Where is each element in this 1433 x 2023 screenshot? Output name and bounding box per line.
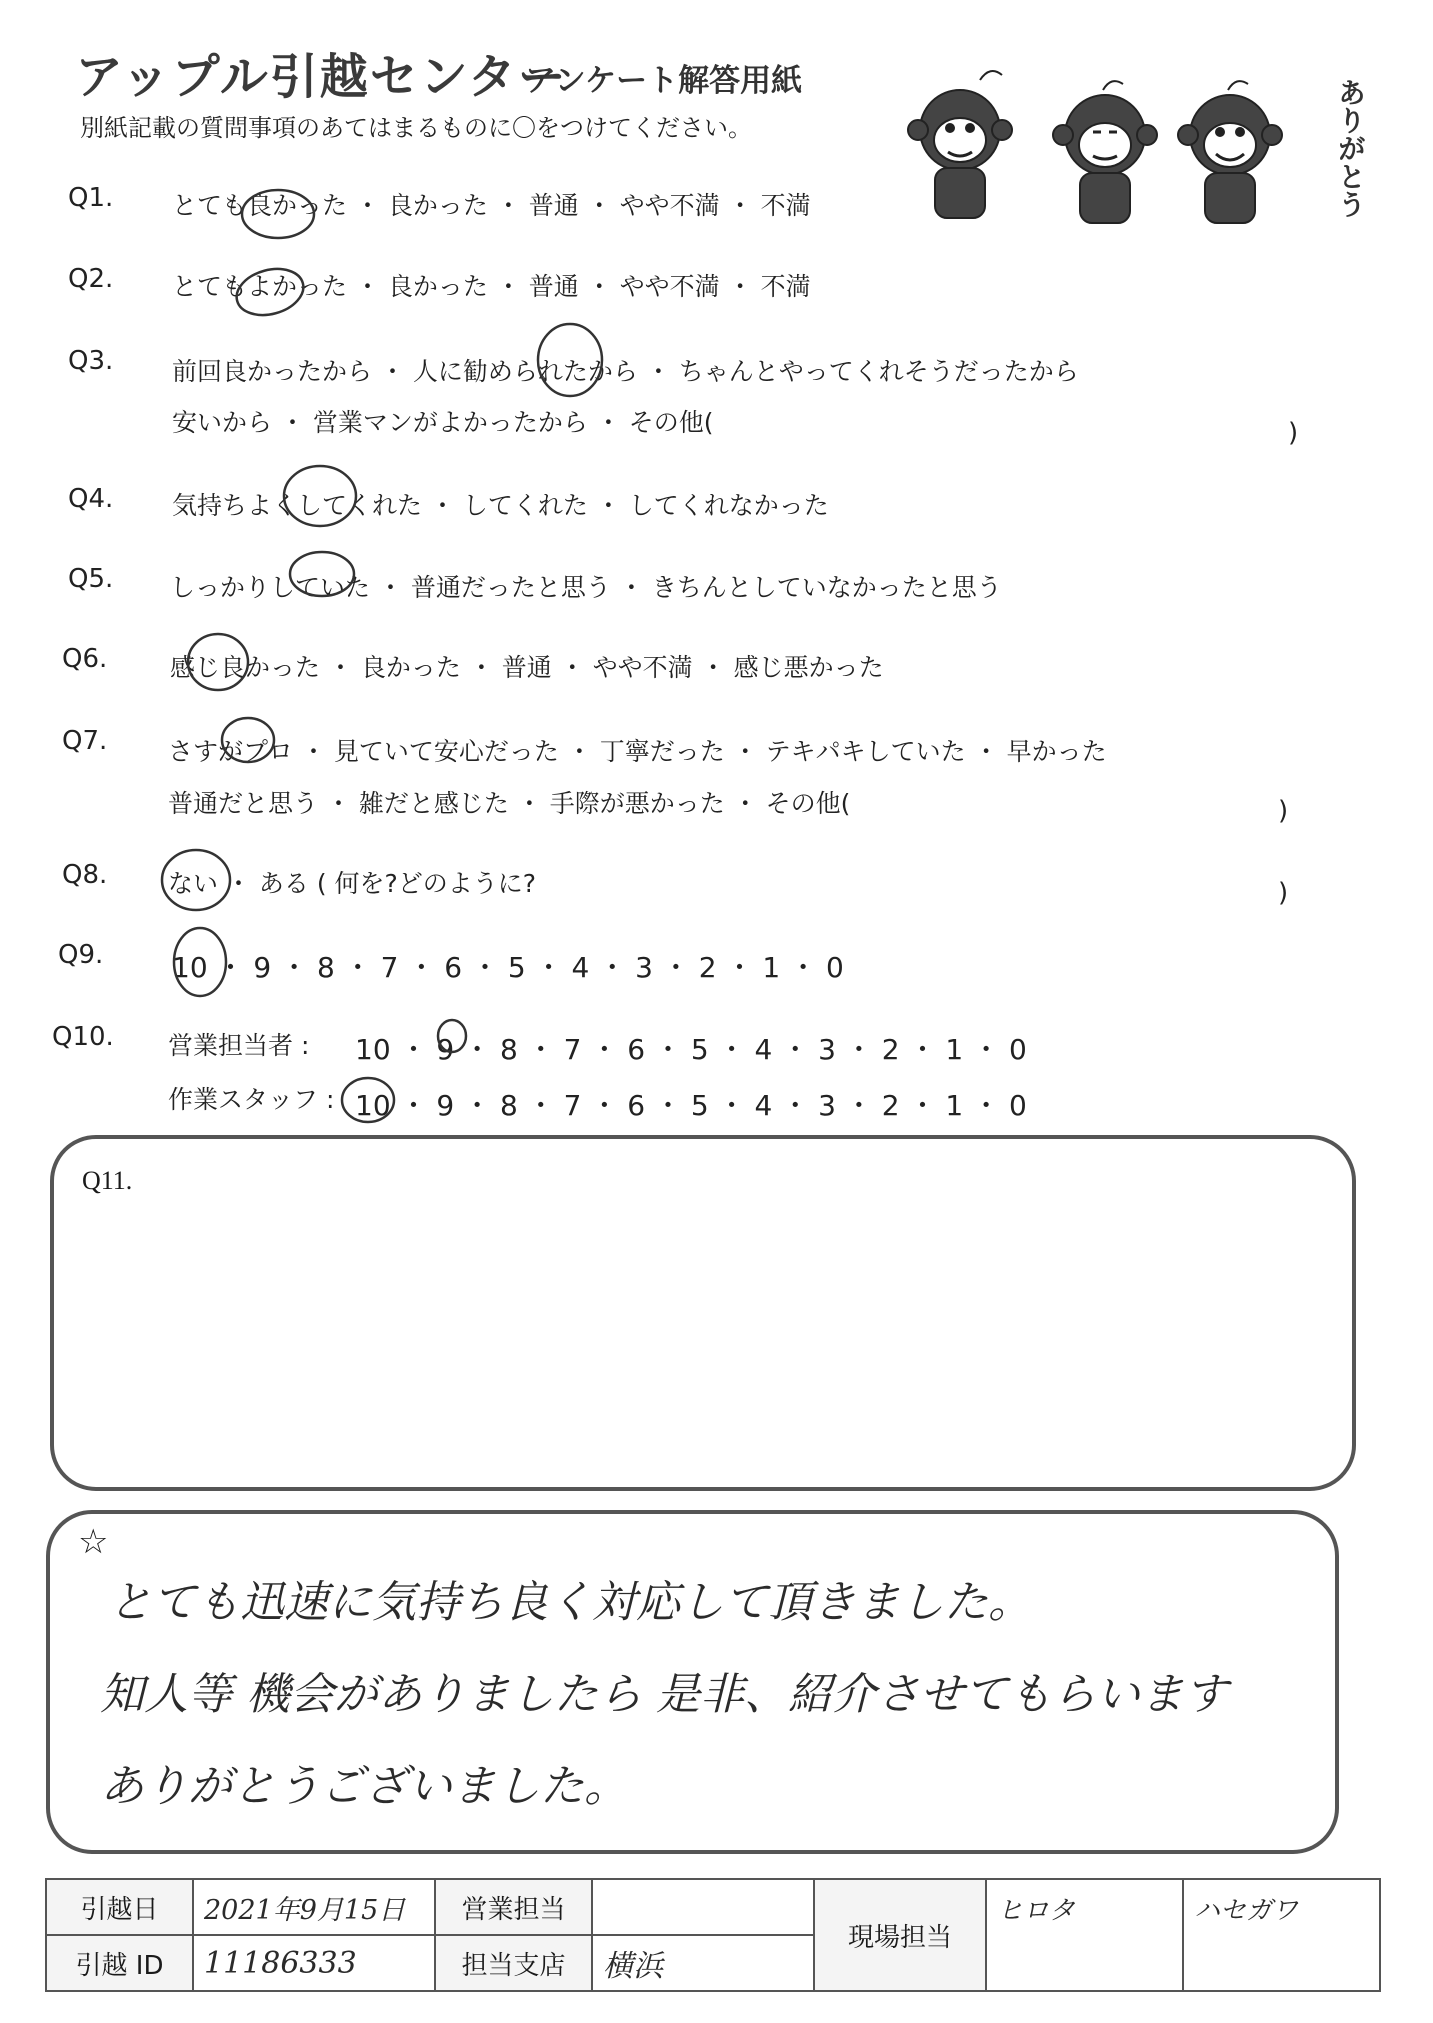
q10-label: Q10. bbox=[52, 1022, 114, 1052]
q3-label: Q3. bbox=[68, 346, 114, 376]
move-date-value[interactable]: 2021年9月15日 bbox=[193, 1879, 435, 1935]
q3-options-line1[interactable]: 前回良かったから ・ 人に勧められたから ・ ちゃんとやってくれそうだったから bbox=[172, 357, 1079, 386]
move-id-label: 引越 ID bbox=[46, 1935, 193, 1991]
thanks-text: ありがとう bbox=[1334, 78, 1367, 218]
q9-label: Q9. bbox=[58, 940, 104, 970]
company-name: アップル引越センター bbox=[75, 49, 568, 105]
move-date-label: 引越日 bbox=[46, 1879, 193, 1935]
q1-options[interactable]: とても良かった ・ 良かった ・ 普通 ・ やや不満 ・ 不満 bbox=[172, 191, 811, 220]
q6-options[interactable]: 感じ良かった ・ 良かった ・ 普通 ・ やや不満 ・ 感じ悪かった bbox=[170, 653, 884, 682]
comment-line-3: ありがとうございました。 bbox=[100, 1761, 628, 1812]
q10-staff-label: 作業スタッフ : bbox=[168, 1085, 335, 1114]
q3-close-paren: ) bbox=[1288, 418, 1299, 448]
q6-label: Q6. bbox=[62, 644, 108, 674]
q2-label: Q2. bbox=[68, 264, 114, 294]
site-staff-1[interactable]: ヒロタ bbox=[986, 1879, 1183, 1991]
q10-sales-label: 営業担当者 : bbox=[168, 1031, 310, 1060]
q2-options[interactable]: とてもよかった ・ 良かった ・ 普通 ・ やや不満 ・ 不満 bbox=[172, 272, 811, 301]
q8-label: Q8. bbox=[62, 860, 108, 890]
q1-label: Q1. bbox=[68, 183, 114, 213]
comment-line-2: 知人等 機会がありましたら 是非、紹介させてもらいます bbox=[100, 1669, 1228, 1720]
q5-label: Q5. bbox=[68, 564, 114, 594]
move-info-table bbox=[45, 1878, 1381, 1992]
sales-staff-label: 営業担当 bbox=[435, 1879, 592, 1935]
move-id-value[interactable]: 11186333 bbox=[193, 1935, 435, 1991]
monkey-mascots-illustration bbox=[890, 60, 1350, 240]
form-title: アンケート解答用紙 bbox=[525, 63, 803, 99]
q11-label: Q11. bbox=[82, 1166, 133, 1195]
q11-answer-box[interactable] bbox=[50, 1135, 1356, 1491]
q8-close-paren: ) bbox=[1278, 878, 1289, 908]
q9-scale[interactable]: 10 ・ 9 ・ 8 ・ 7 ・ 6 ・ 5 ・ 4 ・ 3 ・ 2 ・ 1 ・ 0 bbox=[172, 951, 844, 984]
site-staff-2[interactable]: ハセガワ bbox=[1183, 1879, 1380, 1991]
q4-options[interactable]: 気持ちよくしてくれた ・ してくれた ・ してくれなかった bbox=[172, 491, 829, 520]
q8-options[interactable]: ない ・ ある ( 何を?どのように? bbox=[168, 869, 537, 898]
q7-options-line1[interactable]: さすがプロ ・ 見ていて安心だった ・ 丁寧だった ・ テキパキしていた ・ 早かった bbox=[168, 737, 1107, 766]
q7-close-paren: ) bbox=[1278, 796, 1289, 826]
branch-label: 担当支店 bbox=[435, 1935, 592, 1991]
q5-options[interactable]: しっかりしていた ・ 普通だったと思う ・ きちんとしていなかったと思う bbox=[170, 573, 1002, 602]
star-icon: ☆ bbox=[78, 1522, 109, 1562]
sales-staff-value[interactable] bbox=[592, 1879, 814, 1935]
q7-options-line2[interactable]: 普通だと思う ・ 雑だと感じた ・ 手際が悪かった ・ その他( bbox=[168, 789, 851, 818]
q3-options-line2[interactable]: 安いから ・ 営業マンがよかったから ・ その他( bbox=[172, 408, 714, 437]
branch-value[interactable]: 横浜 bbox=[592, 1935, 814, 1991]
q10-staff-scale[interactable]: 10 ・ 9 ・ 8 ・ 7 ・ 6 ・ 5 ・ 4 ・ 3 ・ 2 ・ 1 ・ 0 bbox=[355, 1089, 1027, 1122]
instruction-text: 別紙記載の質問事項のあてはまるものに〇をつけてください。 bbox=[80, 114, 752, 142]
site-staff-label: 現場担当 bbox=[814, 1879, 986, 1991]
q4-label: Q4. bbox=[68, 484, 114, 514]
q7-label: Q7. bbox=[62, 726, 108, 756]
comment-line-1: とても迅速に気持ち良く対応して頂きました。 bbox=[108, 1577, 1032, 1628]
q10-sales-scale[interactable]: 10 ・ 9 ・ 8 ・ 7 ・ 6 ・ 5 ・ 4 ・ 3 ・ 2 ・ 1 ・ 0 bbox=[355, 1033, 1027, 1066]
